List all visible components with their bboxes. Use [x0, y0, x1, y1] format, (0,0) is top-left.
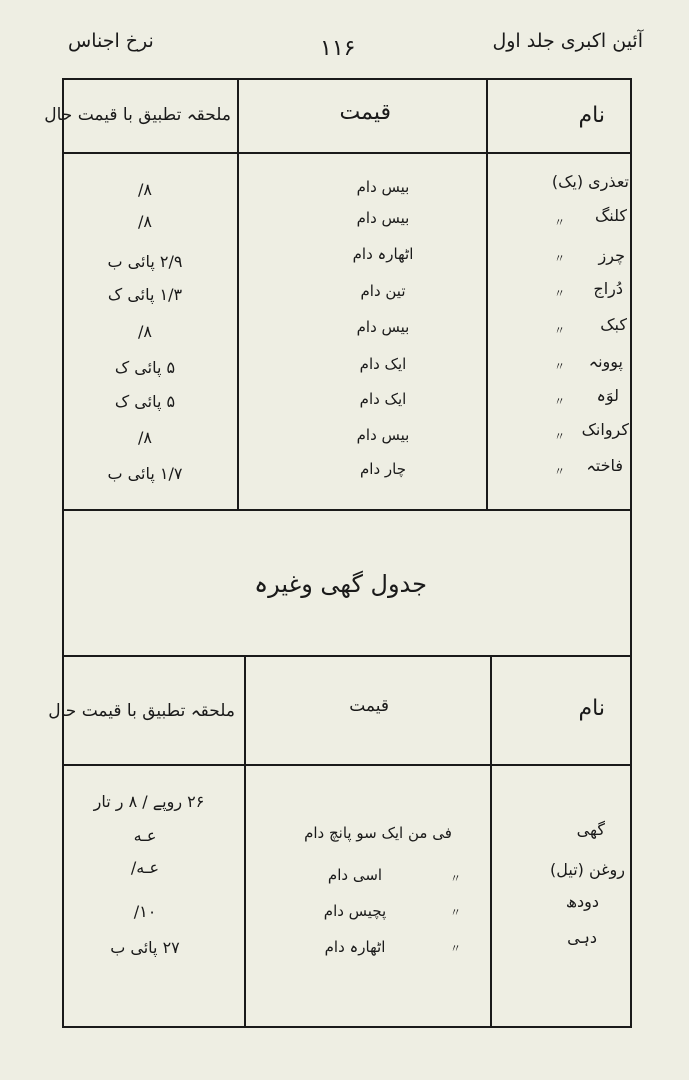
table1-row-comparison: ۵ پائی ک [114, 392, 176, 411]
table2-row-ditto: 〃 [450, 942, 461, 955]
table1-row-name: چرز [598, 246, 625, 265]
table1-row-ditto: 〃 [554, 430, 565, 443]
table1-row-price: چار دام [360, 460, 406, 478]
frame-bottom [62, 1026, 632, 1028]
table2-row-ditto: 〃 [450, 906, 461, 919]
table1-row-price: ایک دام [359, 355, 407, 373]
table1-row-name: دُراج [593, 279, 623, 298]
book-title: آئین اکبری جلد اول [492, 30, 643, 52]
table1-row-price: ایک دام [359, 390, 407, 408]
table1-bottom [62, 509, 632, 511]
table1-row-price: بیس دام [356, 426, 410, 444]
table2-col-name: نام [578, 696, 605, 721]
table2-row-comparison: ۱۰/ [133, 902, 157, 921]
table1-row-ditto: 〃 [554, 252, 565, 265]
table1-row-name: کلنگ [594, 206, 627, 225]
table1-col-name: نام [578, 103, 605, 128]
table1-row-name: لوَہ [596, 386, 619, 405]
table1-row-ditto: 〃 [554, 324, 565, 337]
section-title: نرخ اجناس [68, 30, 154, 52]
table1-row-comparison: ۱/۳ پائی ک [107, 285, 183, 304]
table1-header-divider [62, 152, 632, 154]
table2-row-comparison: عـه [133, 826, 157, 845]
table1-row-comparison: ۸/ [138, 180, 152, 199]
table1-row-ditto: 〃 [554, 216, 565, 229]
frame-left [62, 78, 64, 1028]
table2-row-name: دہی [567, 928, 597, 947]
table1-col-price: قیمت [339, 100, 391, 125]
table1-col-comparison: ملحقہ تطبیق با قیمت حال [44, 105, 231, 125]
table1-row-name: تعذری (یک) [551, 172, 629, 191]
table2-col-price: قیمت [349, 696, 389, 716]
table1-row-comparison: ۱/۷ پائی ب [107, 464, 183, 483]
table1-col-divider-2 [486, 78, 488, 510]
table1-row-comparison: ۵ پائی ک [114, 358, 176, 377]
table1-row-ditto: 〃 [554, 465, 565, 478]
table2-row-name: روغن (تیل) [550, 860, 625, 879]
table1-row-comparison: ۸/ [138, 212, 152, 231]
frame-right [630, 78, 632, 1028]
table1-row-ditto: 〃 [554, 287, 565, 300]
table2-col-divider-1 [244, 655, 246, 1027]
table2-row-name: دودھ [565, 892, 599, 911]
table1-row-price: بیس دام [356, 178, 410, 196]
table1-row-ditto: 〃 [554, 395, 565, 408]
table2-col-comparison: ملحقہ تطبیق با قیمت حال [48, 701, 235, 721]
table1-row-name: پوونہ [588, 352, 623, 371]
table2-row-comparison: ۲۶ روپے / ۸ ر تار [93, 792, 205, 811]
table2-row-price: اٹھارہ دام [324, 938, 386, 956]
table2-col-divider-2 [490, 655, 492, 1027]
section-banner: جدول گھی وغیرہ [254, 570, 427, 598]
table1-row-name: کروانک [581, 420, 629, 439]
frame-top [62, 78, 632, 80]
table2-row-price: پچیس دام [323, 902, 387, 920]
table1-row-comparison: ۸/ [138, 322, 152, 341]
table2-row-name: گھی [576, 820, 605, 839]
page-number: ۱۱۶ [320, 36, 356, 61]
table1-row-name: کبک [600, 315, 627, 334]
table1-row-price: اٹھارہ دام [352, 245, 414, 263]
table1-row-comparison: ۲/۹ پائی ب [107, 252, 183, 271]
table1-col-divider-1 [237, 78, 239, 510]
table2-row-comparison: عـه/ [130, 858, 160, 877]
table1-row-ditto: 〃 [554, 360, 565, 373]
table2-header-divider [62, 764, 632, 766]
table1-row-price: تین دام [360, 282, 406, 300]
table2-row-price: اسی دام [327, 866, 383, 884]
table1-row-comparison: ۸/ [138, 428, 152, 447]
table1-row-name: فاختہ [586, 456, 623, 475]
table2-row-ditto: 〃 [450, 872, 461, 885]
table1-row-price: بیس دام [356, 209, 410, 227]
table1-row-price: بیس دام [356, 318, 410, 336]
table2-top [62, 655, 632, 657]
table2-row-price: فی من ایک سو پانچ دام [304, 824, 452, 842]
table2-row-comparison: ۲۷ پائی ب [110, 938, 180, 957]
